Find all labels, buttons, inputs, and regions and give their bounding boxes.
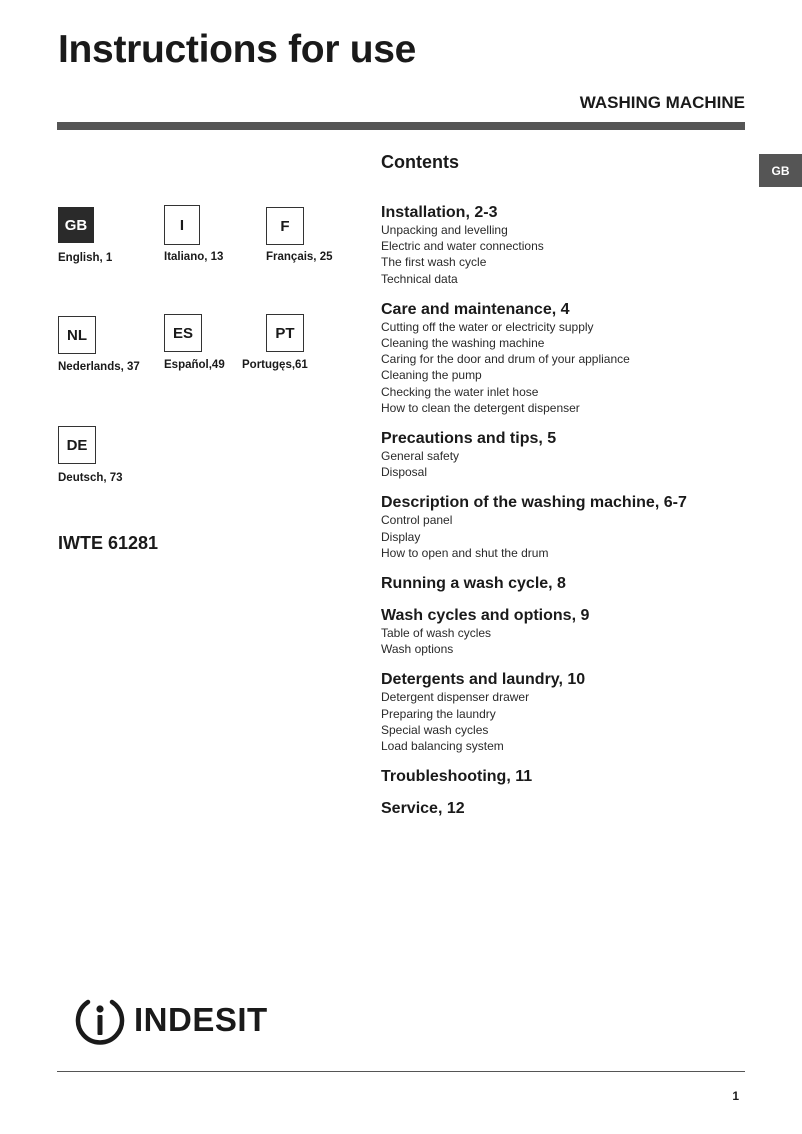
toc-item[interactable]: Display bbox=[381, 529, 421, 544]
toc-section-heading[interactable]: Troubleshooting, 11 bbox=[381, 768, 533, 786]
toc-section bbox=[381, 799, 741, 818]
toc-item[interactable]: Checking the water inlet hose bbox=[381, 384, 539, 399]
toc-item[interactable]: Electric and water connections bbox=[381, 239, 544, 254]
language-label: Deutsch, 73 bbox=[58, 472, 123, 484]
toc-item[interactable]: Detergent dispenser drawer bbox=[381, 690, 530, 705]
toc-section bbox=[381, 767, 741, 786]
language-label: Español,49 bbox=[164, 359, 225, 371]
toc-section-heading[interactable]: Wash cycles and options, 9 bbox=[381, 607, 590, 625]
toc-item[interactable]: Unpacking and levelling bbox=[381, 223, 508, 237]
toc-item[interactable]: Preparing the laundry bbox=[381, 706, 496, 721]
language-side-tab: GB bbox=[759, 154, 802, 187]
toc-section bbox=[381, 493, 741, 561]
language-item-pt[interactable] bbox=[242, 314, 308, 371]
toc-item[interactable]: Control panel bbox=[381, 513, 453, 528]
toc-item[interactable]: Cleaning the pump bbox=[381, 368, 482, 383]
indesit-logo-icon bbox=[74, 994, 126, 1046]
toc-section-heading[interactable]: Detergents and laundry, 10 bbox=[381, 671, 586, 689]
toc-item[interactable]: Special wash cycles bbox=[381, 722, 489, 737]
toc-item[interactable]: Load balancing system bbox=[381, 739, 504, 754]
language-code-box: PT bbox=[266, 314, 304, 352]
page-title: Instructions for use bbox=[58, 28, 417, 71]
toc-section bbox=[381, 606, 741, 657]
toc-item[interactable]: Table of wash cycles bbox=[381, 626, 492, 641]
toc-item[interactable]: The first wash cycle bbox=[381, 255, 487, 270]
toc-item[interactable]: How to open and shut the drum bbox=[381, 545, 549, 560]
language-item-de[interactable] bbox=[58, 426, 123, 484]
language-label: Français, 25 bbox=[266, 251, 333, 263]
contents-heading: Contents bbox=[381, 152, 459, 172]
language-item-it[interactable] bbox=[164, 205, 223, 263]
brand-name: INDESIT bbox=[134, 1001, 268, 1038]
toc-item[interactable]: Cutting off the water or electricity supply bbox=[381, 319, 594, 334]
language-code-box: NL bbox=[58, 316, 96, 354]
toc-item[interactable]: Technical data bbox=[381, 271, 458, 286]
language-label: Italiano, 13 bbox=[164, 251, 224, 263]
toc-section bbox=[381, 670, 741, 754]
language-item-es[interactable] bbox=[164, 314, 225, 371]
toc-section bbox=[381, 300, 741, 416]
language-code-box: DE bbox=[58, 426, 96, 464]
language-code-box: GB bbox=[58, 207, 94, 243]
toc-item[interactable]: Cleaning the washing machine bbox=[381, 336, 545, 351]
document-subtitle: WASHING MACHINE bbox=[579, 93, 745, 112]
language-item-fr[interactable] bbox=[266, 207, 332, 263]
toc-section-heading[interactable]: Service, 12 bbox=[381, 800, 465, 818]
toc-section-heading[interactable]: Description of the washing machine, 6-7 bbox=[381, 494, 687, 512]
toc-item[interactable]: General safety bbox=[381, 449, 460, 464]
language-item-gb[interactable] bbox=[58, 207, 112, 264]
language-code-box: ES bbox=[164, 314, 202, 352]
toc-section bbox=[381, 203, 741, 287]
toc-section bbox=[381, 574, 741, 593]
language-item-nl[interactable] bbox=[58, 316, 140, 373]
toc-section bbox=[381, 429, 741, 480]
toc-section-heading[interactable]: Running a wash cycle, 8 bbox=[381, 575, 566, 593]
table-of-contents bbox=[381, 203, 741, 831]
model-number: IWTE 61281 bbox=[58, 533, 159, 553]
footer-divider bbox=[57, 1071, 745, 1072]
toc-item[interactable]: Disposal bbox=[381, 465, 428, 480]
toc-section-heading[interactable]: Precautions and tips, 5 bbox=[381, 430, 557, 448]
language-label: Nederlands, 37 bbox=[58, 361, 140, 373]
language-code-box: F bbox=[266, 207, 304, 245]
brand-logo bbox=[74, 994, 268, 1046]
language-label: Portugęs,61 bbox=[242, 359, 308, 371]
header-divider bbox=[57, 122, 745, 130]
toc-section-heading[interactable]: Care and maintenance, 4 bbox=[381, 300, 570, 318]
page-number: 1 bbox=[732, 1089, 739, 1103]
toc-item[interactable]: Caring for the door and drum of your appliance bbox=[381, 352, 630, 367]
toc-section-heading[interactable]: Installation, 2-3 bbox=[381, 204, 498, 221]
language-label: English, 1 bbox=[58, 252, 113, 264]
language-code-box: I bbox=[164, 205, 200, 245]
toc-item[interactable]: Wash options bbox=[381, 642, 454, 657]
toc-item[interactable]: How to clean the detergent dispenser bbox=[381, 400, 580, 415]
